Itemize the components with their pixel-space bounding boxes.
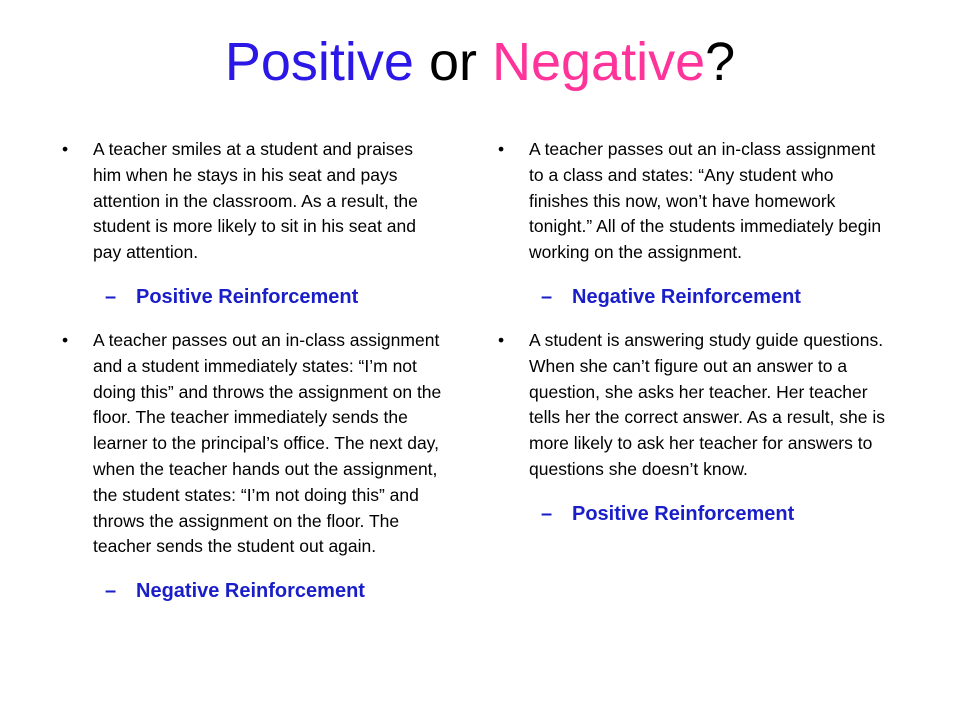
answer-label (498, 501, 888, 527)
answer-label (62, 578, 442, 604)
title-question-mark: ? (705, 32, 736, 92)
answer-label (498, 284, 888, 310)
scenario-text: A student is answering study guide questions. When she can’t figure out an answer to a question, she asks her teacher. Her teacher tells her the correct answer. As a result, she is more likely to ask her teacher for answers to questions she doesn’t know. (529, 329, 885, 479)
bullet-icon: • (62, 329, 69, 350)
title-positive: Positive (224, 32, 414, 92)
title-or: or (413, 32, 492, 92)
answer-text: Positive Reinforcement (136, 285, 359, 308)
scenario-bullet (62, 137, 442, 266)
title-negative: Negative (491, 32, 706, 92)
answer-text: Positive Reinforcement (572, 502, 795, 525)
answer-label (62, 284, 442, 310)
dash-icon: – (541, 285, 553, 308)
scenario-bullet (498, 137, 888, 266)
bullet-icon: • (62, 139, 69, 159)
bullet-icon: • (498, 139, 505, 159)
scenario-text: A teacher passes out an in-class assignment to a class and states: “Any student who finishes this now, won’t have homework tonight.” All of the students immediately begin working on the assignment. (529, 139, 882, 263)
slide-title (0, 30, 960, 94)
scenario-text: A teacher passes out an in-class assignment and a student immediately states: “I’m not doing this” and throws the assignment on the floor. The teacher immediately sends the learner to the principal’s office. The next day, when the teacher hands out the assignment, the student states: “I’m not doing this” and throws the assignment on the floor. The teacher sends the student out again. (93, 329, 442, 557)
left-column (62, 137, 442, 622)
scenario-text: A teacher smiles at a student and praises him when he stays in his seat and pays attention in the classroom. As a result, the student is more likely to sit in his seat and pay attention. (93, 139, 418, 263)
bullet-icon: • (498, 329, 505, 350)
scenario-bullet (498, 328, 888, 483)
dash-icon: – (105, 580, 117, 603)
answer-text: Negative Reinforcement (136, 580, 365, 603)
scenario-bullet (62, 328, 442, 560)
dash-icon: – (541, 502, 553, 525)
dash-icon: – (105, 285, 117, 308)
answer-text: Negative Reinforcement (572, 285, 801, 308)
right-column (498, 137, 888, 545)
